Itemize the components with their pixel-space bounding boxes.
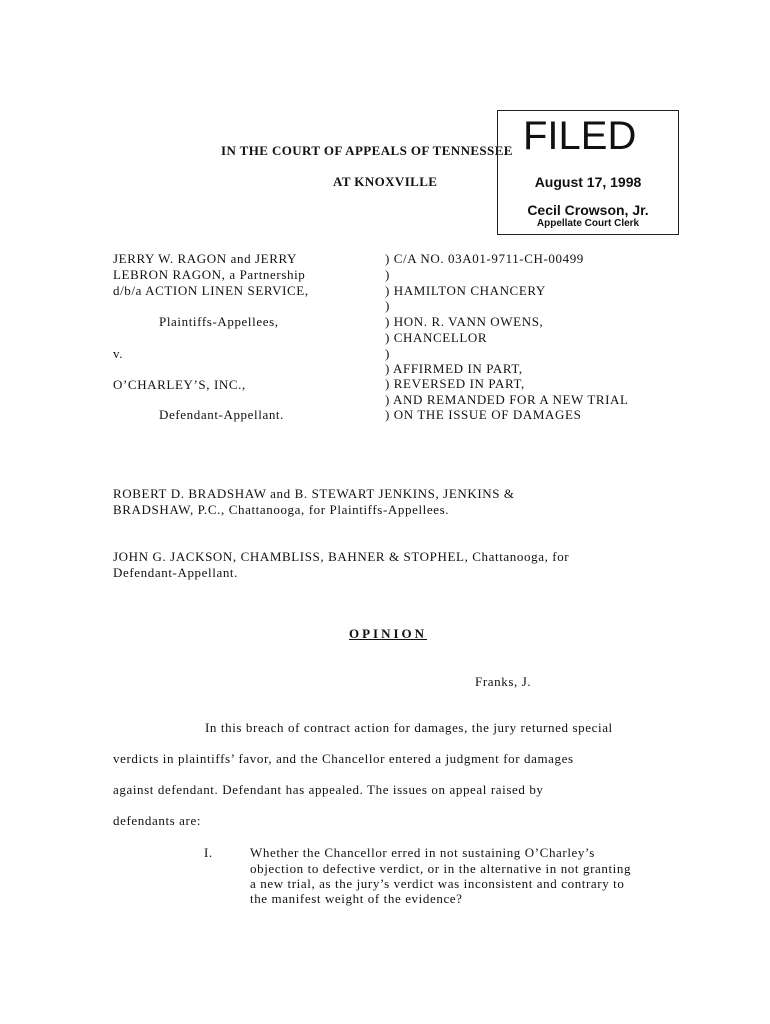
- caption-right-line: ) AFFIRMED IN PART,: [385, 361, 523, 376]
- caption-right-line: ): [385, 346, 390, 361]
- issue-number: I.: [204, 845, 213, 860]
- opinion-heading: OPINION: [349, 626, 428, 641]
- court-location: AT KNOXVILLE: [333, 174, 438, 189]
- body-line: In this breach of contract action for damages, the jury returned special: [205, 720, 613, 735]
- body-line: verdicts in plaintiffs’ favor, and the Chancellor entered a judgment for damages: [113, 751, 574, 766]
- issue-line: Whether the Chancellor erred in not sustaining O’Charley’s: [250, 845, 595, 860]
- counsel-plaintiffs-line: ROBERT D. BRADSHAW and B. STEWART JENKINS, JENKINS &: [113, 486, 515, 501]
- caption-party-line: JERRY W. RAGON and JERRY: [113, 251, 298, 266]
- caption-right-line: ) HON. R. VANN OWENS,: [385, 314, 544, 329]
- clerk-name: Cecil Crowson, Jr.: [527, 202, 649, 218]
- filed-stamp: [497, 110, 679, 235]
- counsel-plaintiffs-line: BRADSHAW, P.C., Chattanooga, for Plaintiffs-Appellees.: [113, 502, 450, 517]
- caption-party-line: d/b/a ACTION LINEN SERVICE,: [113, 283, 309, 298]
- caption-right-line: ) C/A NO. 03A01-9711-CH-00499: [385, 251, 584, 266]
- counsel-defendant-line: Defendant-Appellant.: [113, 565, 238, 580]
- caption-right-line: ) ON THE ISSUE OF DAMAGES: [385, 407, 582, 422]
- body-line: against defendant. Defendant has appealed. The issues on appeal raised by: [113, 782, 544, 797]
- court-name: IN THE COURT OF APPEALS OF TENNESSEE: [221, 143, 513, 158]
- caption-defendant-name: O’CHARLEY’S, INC.,: [113, 377, 246, 392]
- issue-line: objection to defective verdict, or in the alternative in not granting: [250, 861, 632, 876]
- caption-party-line: LEBRON RAGON, a Partnership: [113, 267, 306, 282]
- caption-versus: v.: [113, 346, 124, 361]
- opinion-author: Franks, J.: [475, 674, 532, 689]
- caption-right-line: ) REVERSED IN PART,: [385, 376, 525, 391]
- caption-right-line: ) AND REMANDED FOR A NEW TRIAL: [385, 392, 629, 407]
- body-line: defendants are:: [113, 813, 202, 828]
- caption-right-line: ) HAMILTON CHANCERY: [385, 283, 546, 298]
- filed-word: FILED: [523, 114, 637, 158]
- caption-right-line: ) CHANCELLOR: [385, 330, 488, 345]
- issue-line: the manifest weight of the evidence?: [250, 891, 463, 906]
- filed-date: August 17, 1998: [534, 174, 642, 190]
- caption-right-line: ): [385, 298, 390, 313]
- counsel-defendant-line: JOHN G. JACKSON, CHAMBLISS, BAHNER & STOPHEL, Chattanooga, for: [113, 549, 570, 564]
- caption-defendant-role: Defendant-Appellant.: [159, 407, 284, 422]
- caption-right-line: ): [385, 267, 390, 282]
- issue-line: a new trial, as the jury’s verdict was inconsistent and contrary to: [250, 876, 625, 891]
- caption-plaintiffs-role: Plaintiffs-Appellees,: [159, 314, 279, 329]
- clerk-title: Appellate Court Clerk: [536, 218, 640, 229]
